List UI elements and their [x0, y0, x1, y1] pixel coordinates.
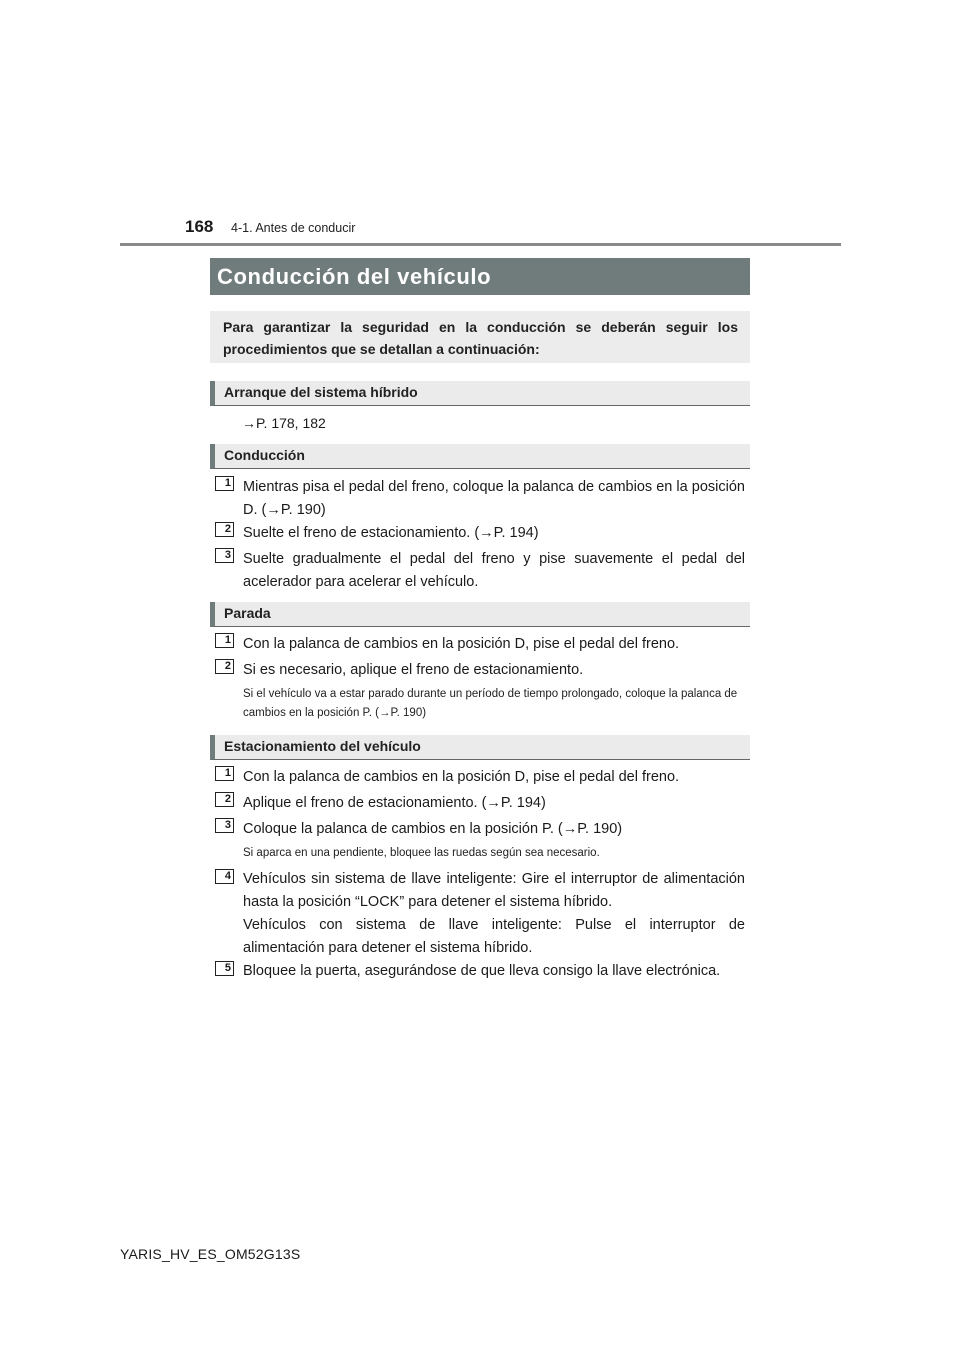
document-code: YARIS_HV_ES_OM52G13S	[120, 1246, 301, 1262]
section-path: 4-1. Antes de conducir	[231, 221, 356, 235]
intro-text: Para garantizar la seguridad en la conducción se deberán seguir los procedimientos que se detallan a continuación:	[210, 311, 750, 363]
step-number-badge: 1	[215, 766, 234, 781]
conduccion-step-1: Mientras pisa el pedal del freno, coloque la palanca de cambios en la posición D. (→P. 190)	[243, 479, 745, 518]
page-title: Conducción del vehículo	[210, 258, 750, 295]
estacionamiento-step-2: Aplique el freno de estacionamiento. (→P. 194)	[243, 795, 546, 811]
section-heading-arranque: Arranque del sistema híbrido	[210, 381, 750, 406]
header-divider	[120, 243, 841, 246]
estacionamiento-step-3: Coloque la palanca de cambios en la posición P. (→P. 190)	[243, 821, 623, 837]
step-number-badge: 1	[215, 476, 234, 491]
parada-note: Si el vehículo va a estar parado durante un período de tiempo prolongado, coloque la palanca de cambios en la posición P. (→P. 190)	[243, 688, 738, 719]
page-number: 168	[185, 217, 214, 236]
estacionamiento-step-4-continuation: Vehículos con sistema de llave inteligente: Pulse el interruptor de alimentación para detener el sistema híbrido.	[243, 917, 745, 956]
parada-step-2: Si es necesario, aplique el freno de estacionamiento.	[243, 662, 584, 678]
conduccion-step-3: Suelte gradualmente el pedal del freno y pise suavemente el pedal del acelerador para acelerar el vehículo.	[243, 551, 745, 590]
parada-step-1: Con la palanca de cambios en la posición D, pise el pedal del freno.	[243, 636, 680, 652]
arranque-reference: →P. 178, 182	[242, 415, 326, 431]
section-heading-estacionamiento: Estacionamiento del vehículo	[210, 735, 750, 760]
estacionamiento-step-1: Con la palanca de cambios en la posición D, pise el pedal del freno.	[243, 769, 680, 785]
step-number-badge: 2	[215, 659, 234, 674]
estacionamiento-note: Si aparca en una pendiente, bloquee las ruedas según sea necesario.	[243, 847, 600, 859]
step-number-badge: 5	[215, 961, 234, 976]
step-number-badge: 3	[215, 548, 234, 563]
step-number-badge: 4	[215, 869, 234, 884]
section-heading-parada: Parada	[210, 602, 750, 627]
step-number-badge: 2	[215, 792, 234, 807]
section-heading-conduccion: Conducción	[210, 444, 750, 469]
conduccion-step-2: Suelte el freno de estacionamiento. (→P. 194)	[243, 525, 539, 541]
estacionamiento-step-4: Vehículos sin sistema de llave inteligente: Gire el interruptor de alimentación hasta la posición “LOCK” para detener el sistema híbrido.	[243, 871, 745, 910]
step-number-badge: 2	[215, 522, 234, 537]
step-number-badge: 1	[215, 633, 234, 648]
step-number-badge: 3	[215, 818, 234, 833]
estacionamiento-step-5: Bloquee la puerta, asegurándose de que lleva consigo la llave electrónica.	[243, 963, 721, 979]
